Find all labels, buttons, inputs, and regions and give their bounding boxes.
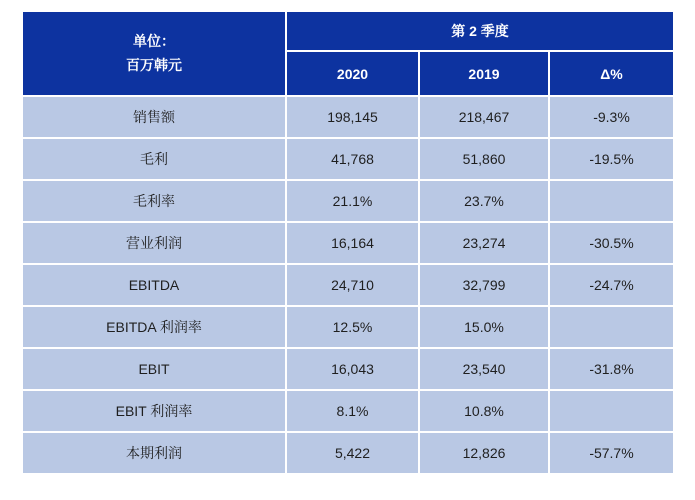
table-row (22, 432, 674, 474)
column-header-2019: 2019 (419, 51, 549, 96)
quarter-header-cell: 第 2 季度 (286, 11, 674, 51)
cell-2019: 10.8% (419, 390, 549, 432)
table-row (22, 264, 674, 306)
column-header-2020: 2020 (286, 51, 419, 96)
row-label: EBITDA 利润率 (22, 306, 286, 348)
cell-2020: 41,768 (286, 138, 419, 180)
table-row (22, 96, 674, 138)
row-label: EBITDA (22, 264, 286, 306)
cell-delta: -19.5% (549, 138, 674, 180)
cell-delta: -57.7% (549, 432, 674, 474)
cell-2019: 12,826 (419, 432, 549, 474)
cell-delta (549, 180, 674, 222)
row-label: EBIT (22, 348, 286, 390)
cell-2019: 32,799 (419, 264, 549, 306)
cell-delta: -9.3% (549, 96, 674, 138)
row-label: 本期利润 (22, 432, 286, 474)
cell-2019: 15.0% (419, 306, 549, 348)
table-header (22, 11, 674, 96)
cell-delta (549, 390, 674, 432)
cell-delta: -31.8% (549, 348, 674, 390)
cell-2020: 16,043 (286, 348, 419, 390)
table-row (22, 306, 674, 348)
cell-2020: 24,710 (286, 264, 419, 306)
cell-2020: 5,422 (286, 432, 419, 474)
cell-2019: 218,467 (419, 96, 549, 138)
row-label: 毛利率 (22, 180, 286, 222)
cell-2020: 198,145 (286, 96, 419, 138)
cell-delta: -30.5% (549, 222, 674, 264)
row-label: EBIT 利润率 (22, 390, 286, 432)
cell-2020: 16,164 (286, 222, 419, 264)
cell-2019: 23,540 (419, 348, 549, 390)
cell-delta: -24.7% (549, 264, 674, 306)
row-label: 营业利润 (22, 222, 286, 264)
cell-2020: 21.1% (286, 180, 419, 222)
header-row-quarter (22, 11, 674, 51)
cell-2020: 12.5% (286, 306, 419, 348)
table-row (22, 138, 674, 180)
table-row (22, 348, 674, 390)
financial-table (21, 10, 675, 475)
cell-2019: 23.7% (419, 180, 549, 222)
table-row (22, 390, 674, 432)
table-body (22, 96, 674, 474)
unit-header-cell (22, 11, 286, 96)
row-label: 毛利 (22, 138, 286, 180)
unit-label-line1: 单位： (133, 32, 175, 49)
cell-delta (549, 306, 674, 348)
cell-2020: 8.1% (286, 390, 419, 432)
unit-label-line2: 百万韩元 (126, 56, 182, 73)
row-label: 销售额 (22, 96, 286, 138)
cell-2019: 23,274 (419, 222, 549, 264)
cell-2019: 51,860 (419, 138, 549, 180)
column-header-delta: Δ% (549, 51, 674, 96)
table-row (22, 222, 674, 264)
table-row (22, 180, 674, 222)
